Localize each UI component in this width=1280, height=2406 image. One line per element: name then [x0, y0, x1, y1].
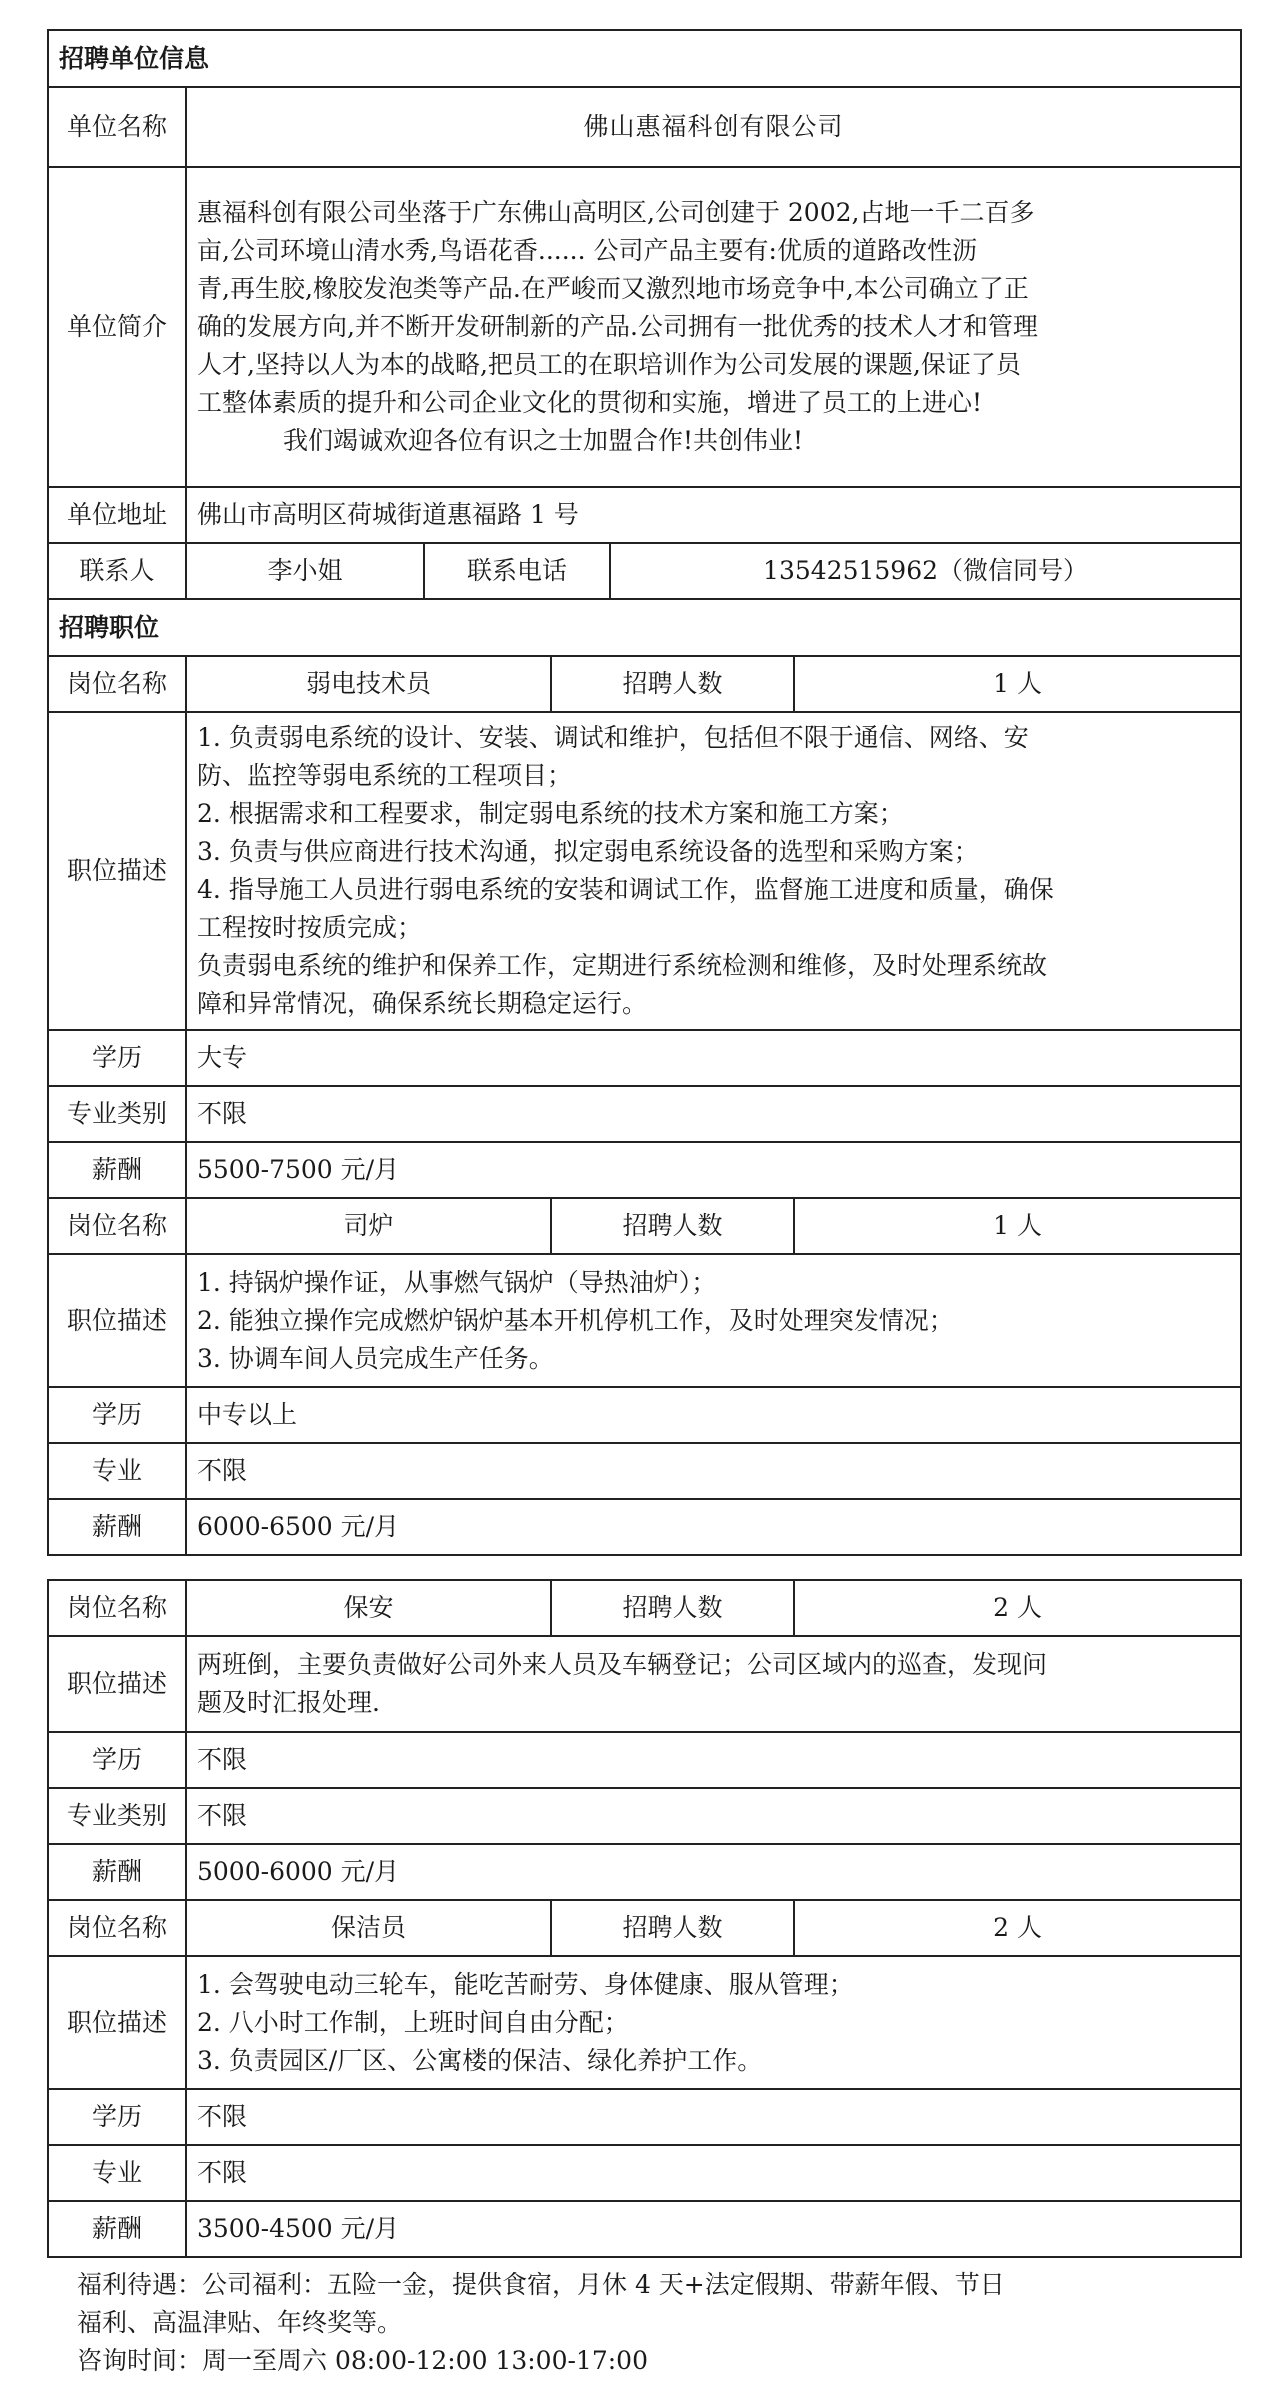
desc-line: 1. 持锅炉操作证，从事燃气锅炉（导热油炉）；: [197, 1267, 717, 1297]
position-desc-label: 职位描述: [48, 1956, 186, 2089]
headcount: 2 人: [794, 1580, 1241, 1636]
salary-value: 6000-6500 元/月: [186, 1499, 1241, 1555]
contact-person: 李小姐: [186, 543, 424, 599]
position-title: 保安: [186, 1580, 551, 1636]
intro-line: 惠福科创有限公司坐落于广东佛山高明区,公司创建于 2002,占地一千二百多: [197, 198, 1035, 227]
intro-line: 人才,坚持以人为本的战略,把员工的在职培训作为公司发展的课题,保证了员: [197, 350, 1021, 379]
desc-line: 3. 负责与供应商进行技术沟通，拟定弱电系统设备的选型和采购方案；: [197, 837, 979, 866]
desc-line: 2. 根据需求和工程要求，制定弱电系统的技术方案和施工方案；: [197, 799, 904, 828]
major-value: 不限: [186, 1086, 1241, 1142]
education-value: 不限: [186, 1732, 1241, 1788]
headcount-label: 招聘人数: [551, 1580, 794, 1636]
desc-line: 工程按时按质完成；: [197, 913, 423, 942]
company-section-header: 招聘单位信息: [48, 30, 1241, 87]
education-value: 大专: [186, 1030, 1241, 1086]
education-value: 不限: [186, 2089, 1241, 2145]
position-desc: [186, 712, 1241, 1030]
headcount-label: 招聘人数: [551, 656, 794, 712]
desc-line: 1. 会驾驶电动三轮车，能吃苦耐劳、身体健康、服从管理；: [197, 1969, 854, 1999]
education-label: 学历: [48, 2089, 186, 2145]
desc-line: 2. 能独立操作完成燃炉锅炉基本开机停机工作，及时处理突发情况；: [197, 1305, 954, 1335]
salary-label: 薪酬: [48, 1844, 186, 1900]
desc-line: 题及时汇报处理.: [197, 1688, 380, 1717]
address-label: 单位地址: [48, 487, 186, 543]
major-label: 专业: [48, 1443, 186, 1499]
education-value: 中专以上: [186, 1387, 1241, 1443]
intro-line: 亩,公司环境山清水秀,鸟语花香...... 公司产品主要有:优质的道路改性沥: [197, 236, 977, 265]
position-desc-label: 职位描述: [48, 1636, 186, 1732]
position-title-label: 岗位名称: [48, 1198, 186, 1254]
headcount: 2 人: [794, 1900, 1241, 1956]
position-desc-label: 职位描述: [48, 712, 186, 1030]
education-label: 学历: [48, 1387, 186, 1443]
intro-line: 确的发展方向,并不断开发研制新的产品.公司拥有一批优秀的技术人才和管理: [197, 312, 1038, 341]
position-desc: [186, 1956, 1241, 2089]
positions-section-header: 招聘职位: [48, 599, 1241, 656]
company-intro: [186, 167, 1241, 487]
education-label: 学历: [48, 1030, 186, 1086]
footer-notes: [77, 2266, 1227, 2380]
contact-label: 联系人: [48, 543, 186, 599]
major-value: 不限: [186, 1788, 1241, 1844]
major-label: 专业类别: [48, 1086, 186, 1142]
salary-value: 3500-4500 元/月: [186, 2201, 1241, 2257]
desc-line: 4. 指导施工人员进行弱电系统的安装和调试工作，监督施工进度和质量，确保: [197, 875, 1054, 904]
position-title-label: 岗位名称: [48, 656, 186, 712]
intro-closing: 我们竭诚欢迎各位有识之士加盟合作!共创伟业!: [283, 426, 804, 455]
major-label: 专业: [48, 2145, 186, 2201]
phone-number: 13542515962（微信同号）: [610, 543, 1241, 599]
desc-line: 2. 八小时工作制，上班时间自由分配；: [197, 2007, 629, 2037]
major-value: 不限: [186, 2145, 1241, 2201]
salary-label: 薪酬: [48, 2201, 186, 2257]
desc-line: 两班倒，主要负责做好公司外来人员及车辆登记；公司区域内的巡查，发现问: [197, 1650, 1048, 1679]
recruitment-form-table: [47, 29, 1242, 1556]
salary-value: 5500-7500 元/月: [186, 1142, 1241, 1198]
company-address: 佛山市高明区荷城街道惠福路 1 号: [186, 487, 1241, 543]
consult-hours: 咨询时间：周一至周六 08:00-12:00 13:00-17:00: [77, 2346, 648, 2375]
desc-line: 障和异常情况，确保系统长期稳定运行。: [197, 989, 648, 1018]
position-title-label: 岗位名称: [48, 1900, 186, 1956]
education-label: 学历: [48, 1732, 186, 1788]
position-desc: [186, 1636, 1241, 1732]
intro-line: 青,再生胶,橡胶发泡类等产品.在严峻而又激烈地市场竞争中,本公司确立了正: [197, 274, 1029, 303]
position-title: 司炉: [186, 1198, 551, 1254]
major-label: 专业类别: [48, 1788, 186, 1844]
headcount-label: 招聘人数: [551, 1900, 794, 1956]
salary-label: 薪酬: [48, 1142, 186, 1198]
headcount: 1 人: [794, 656, 1241, 712]
desc-line: 3. 负责园区/厂区、公寓楼的保洁、绿化养护工作。: [197, 2045, 763, 2075]
desc-line: 3. 协调车间人员完成生产任务。: [197, 1343, 554, 1373]
company-name-label: 单位名称: [48, 87, 186, 167]
benefits-line: 福利待遇：公司福利：五险一金，提供食宿，月休 4 天+法定假期、带薪年假、节日: [77, 2270, 1005, 2299]
company-intro-label: 单位简介: [48, 167, 186, 487]
desc-line: 防、监控等弱电系统的工程项目；: [197, 761, 573, 790]
position-desc-label: 职位描述: [48, 1254, 186, 1387]
position-desc: [186, 1254, 1241, 1387]
phone-label: 联系电话: [424, 543, 610, 599]
position-title: 弱电技术员: [186, 656, 551, 712]
benefits-line: 福利、高温津贴、年终奖等。: [77, 2308, 403, 2337]
position-title: 保洁员: [186, 1900, 551, 1956]
desc-line: 负责弱电系统的维护和保养工作，定期进行系统检测和维修，及时处理系统故: [197, 951, 1048, 980]
intro-line: 工整体素质的提升和公司企业文化的贯彻和实施，增进了员工的上进心!: [197, 388, 983, 417]
major-value: 不限: [186, 1443, 1241, 1499]
salary-value: 5000-6000 元/月: [186, 1844, 1241, 1900]
salary-label: 薪酬: [48, 1499, 186, 1555]
position-title-label: 岗位名称: [48, 1580, 186, 1636]
recruitment-form-table-continued: [47, 1579, 1242, 2258]
company-name: 佛山惠福科创有限公司: [186, 87, 1241, 167]
headcount-label: 招聘人数: [551, 1198, 794, 1254]
desc-line: 1. 负责弱电系统的设计、安装、调试和维护，包括但不限于通信、网络、安: [197, 723, 1029, 752]
headcount: 1 人: [794, 1198, 1241, 1254]
